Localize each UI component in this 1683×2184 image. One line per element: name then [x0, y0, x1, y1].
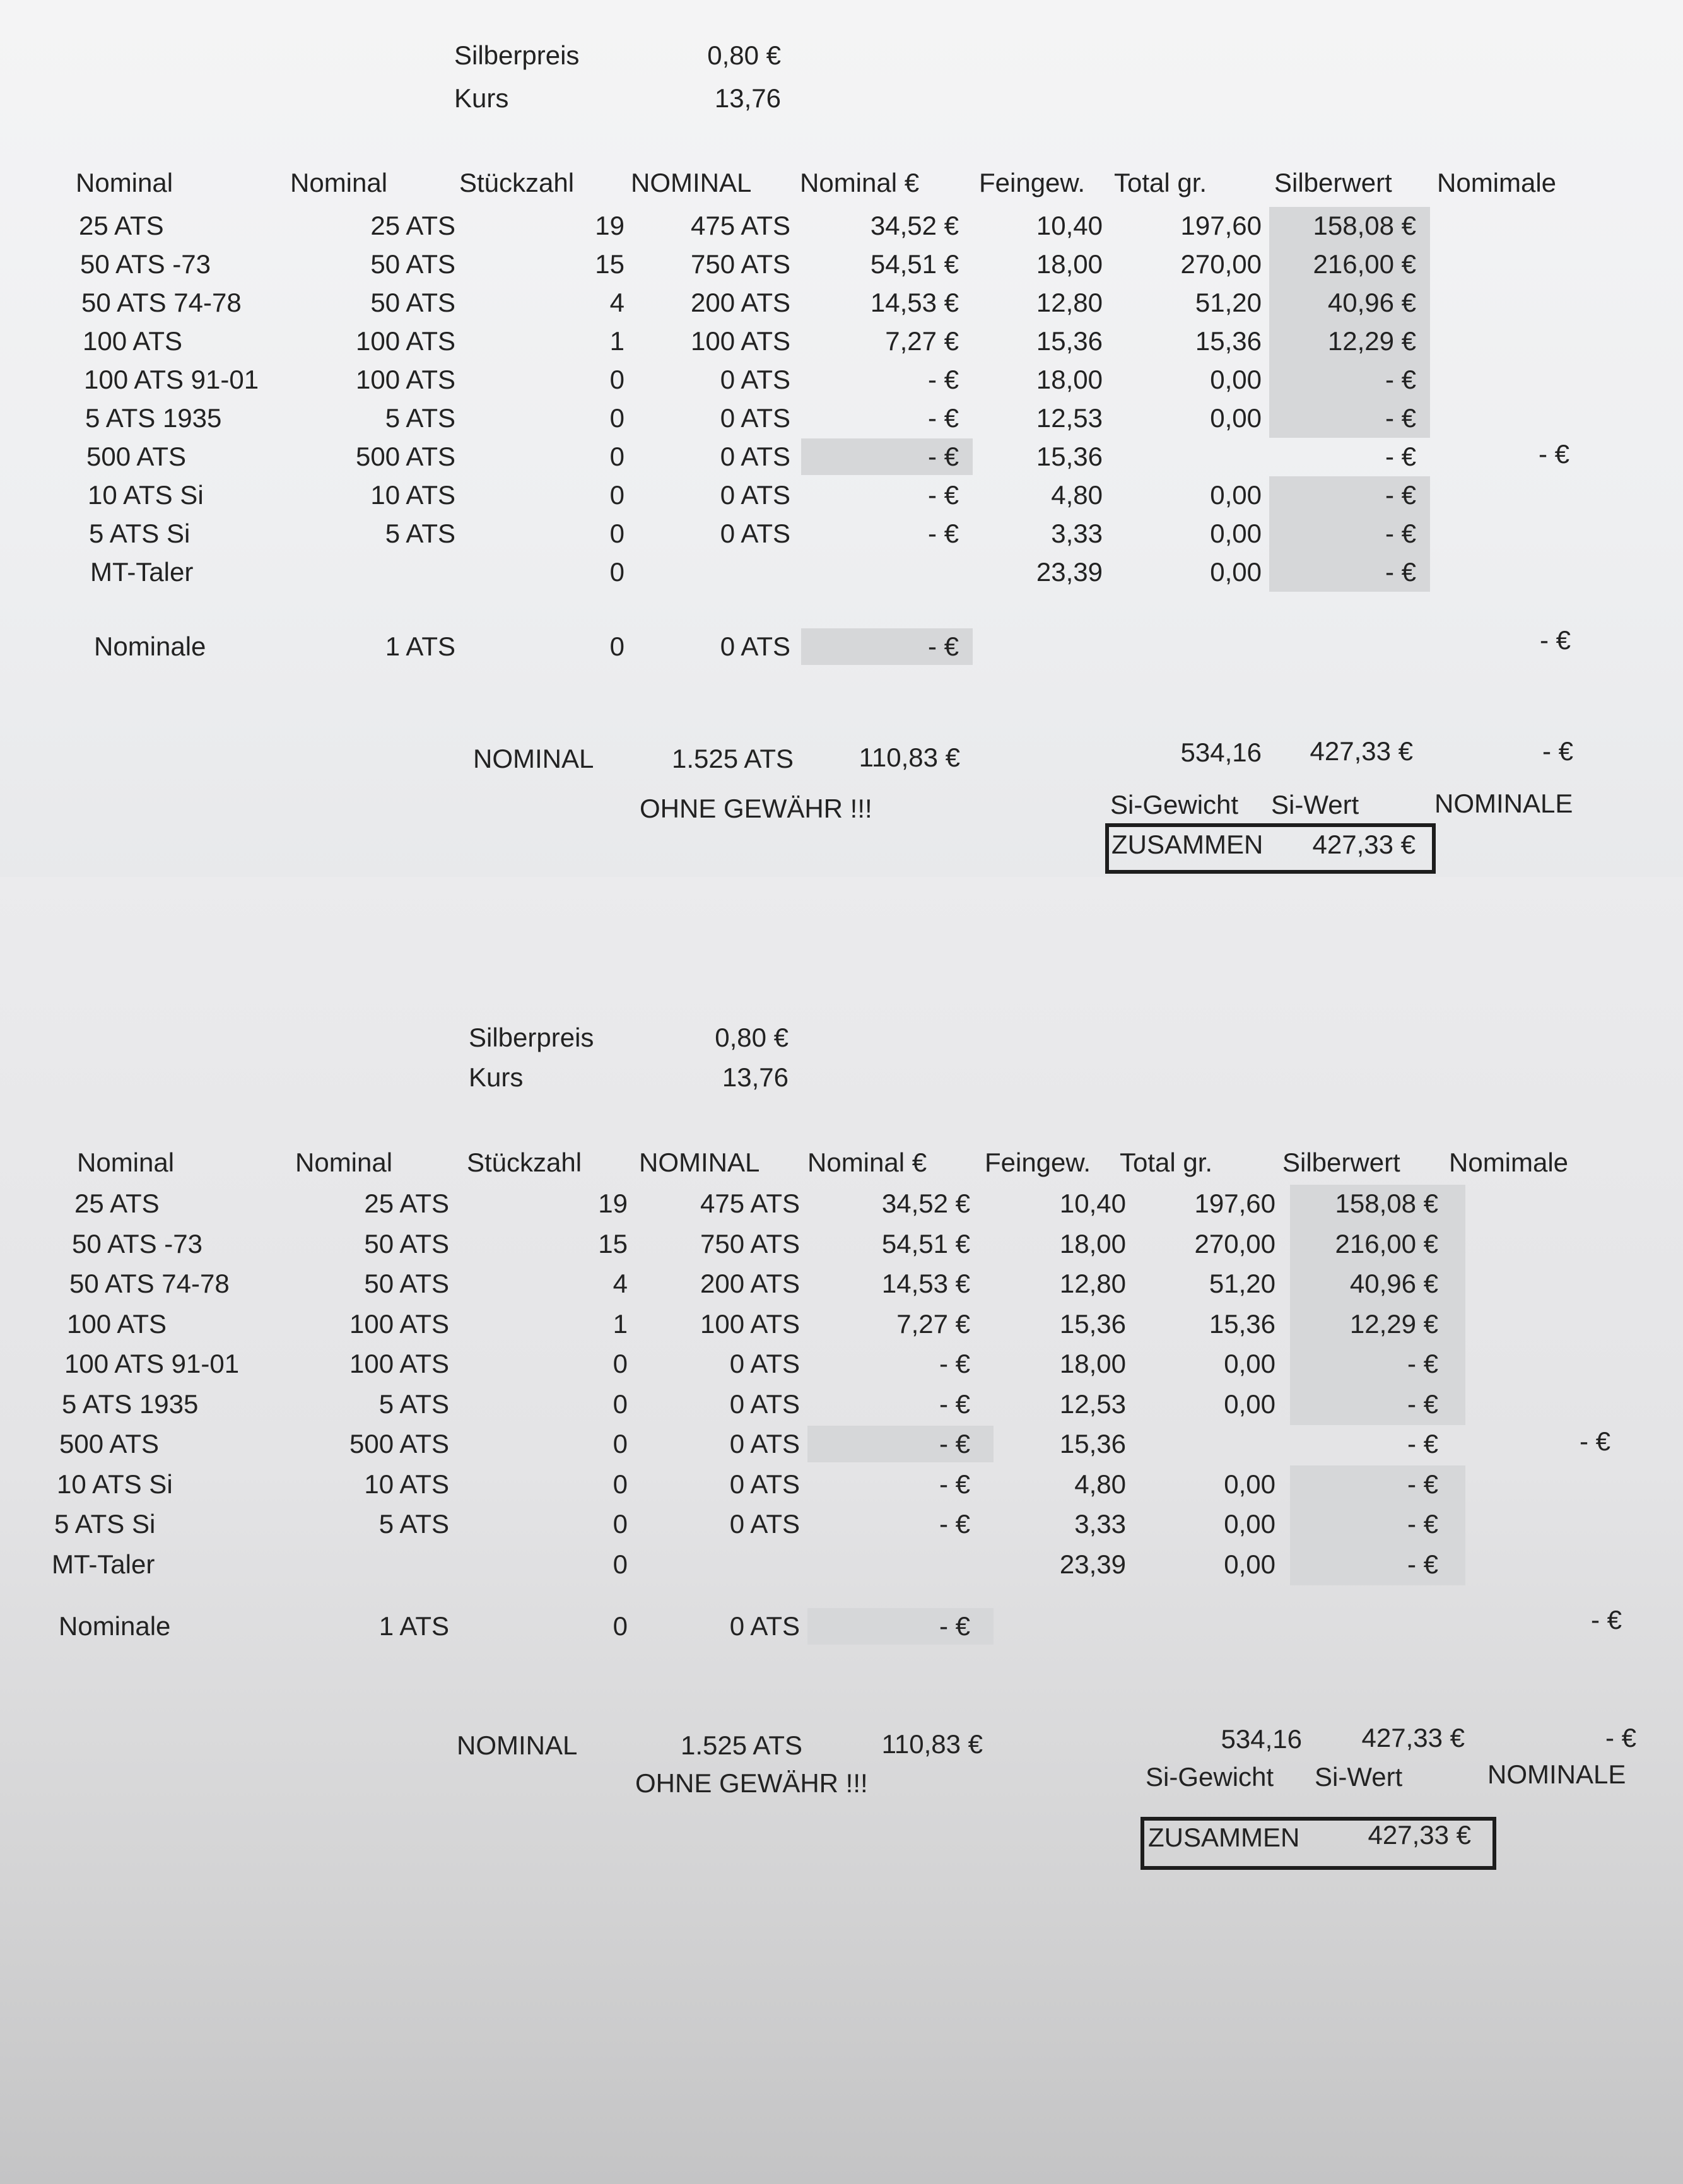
column-header: Stückzahl [467, 1148, 582, 1177]
row-silberwert: - € [1385, 442, 1416, 471]
row-feingewicht: 12,80 [1059, 1269, 1126, 1298]
disclaimer: OHNE GEWÄHR !!! [640, 794, 872, 823]
row-count: 0 [609, 519, 625, 548]
row-nominal: 100 ATS [356, 365, 455, 394]
column-header: Nominal [76, 168, 173, 197]
row-silberwert: 216,00 € [1335, 1228, 1438, 1259]
row-name: 5 ATS Si [89, 519, 191, 548]
row-nominal-ats: 475 ATS [691, 211, 790, 240]
column-header: Feingew. [979, 168, 1086, 197]
row-count: 0 [609, 365, 625, 394]
column-header: NOMINAL [639, 1148, 760, 1177]
row-count: 4 [613, 1269, 628, 1298]
row-total-gramm: 15,36 [1209, 1308, 1275, 1339]
row-nominal: 50 ATS [370, 249, 455, 279]
row-total-gramm: 0,00 [1210, 519, 1262, 548]
row-count: 0 [613, 1349, 628, 1378]
column-header: NOMINAL [631, 168, 752, 197]
zusammen-label: ZUSAMMEN [1111, 830, 1264, 859]
row-silberwert: - € [1407, 1469, 1438, 1499]
row-total-gramm: 197,60 [1194, 1189, 1275, 1218]
silberpreis-value: 0,80 € [715, 1023, 789, 1052]
row-nominal-ats: 0 ATS [720, 480, 790, 510]
totals-si-gewicht: 534,16 [1221, 1724, 1302, 1754]
row-nominal-ats: 750 ATS [691, 249, 790, 279]
column-header: Silberwert [1282, 1148, 1400, 1177]
row-feingewicht: 12,53 [1059, 1388, 1126, 1419]
silberwert-shading [1290, 1185, 1465, 1425]
row-nominal-ats: 750 ATS [700, 1228, 800, 1259]
row-nominal-eur: - € [939, 1349, 970, 1378]
row-name: 5 ATS Si [54, 1509, 156, 1539]
row-nominal-eur: - € [939, 1469, 970, 1499]
row-silberwert: 40,96 € [1349, 1269, 1438, 1298]
row-total-gramm: 0,00 [1224, 1349, 1275, 1378]
row-feingewicht: 18,00 [1036, 249, 1103, 279]
nominale-row-ats: 0 ATS [720, 631, 790, 661]
row-count: 1 [613, 1308, 628, 1339]
nominale-row-nomimale: - € [1590, 1605, 1622, 1635]
row-name: 500 ATS [86, 442, 186, 471]
row-feingewicht: 12,80 [1036, 288, 1103, 317]
row-nominal: 500 ATS [349, 1429, 449, 1459]
row-total-gramm: 0,00 [1224, 1509, 1275, 1539]
nominale-label: NOMINALE [1487, 1759, 1626, 1789]
row-total-gramm: 0,00 [1210, 557, 1262, 587]
row-feingewicht: 3,33 [1074, 1509, 1126, 1539]
si-gewicht-label: Si-Gewicht [1146, 1762, 1274, 1792]
totals-nominal-label: NOMINAL [473, 744, 594, 773]
si-gewicht-label: Si-Gewicht [1110, 790, 1239, 819]
row-total-gramm: 270,00 [1180, 249, 1262, 279]
row-name: 50 ATS 74-78 [69, 1269, 230, 1298]
row-silberwert: 216,00 € [1313, 249, 1416, 279]
row-name: 25 ATS [74, 1189, 160, 1218]
totals-nominale: - € [1605, 1723, 1636, 1752]
nominale-row-nominal: 1 ATS [385, 631, 455, 661]
row-silberwert: - € [1407, 1549, 1438, 1579]
row-nominal: 100 ATS [349, 1349, 449, 1378]
row-silberwert: - € [1407, 1429, 1438, 1459]
row-total-gramm: 0,00 [1224, 1469, 1275, 1499]
row-nominal: 100 ATS [349, 1308, 449, 1339]
row-total-gramm: 0,00 [1210, 365, 1262, 394]
totals-si-wert: 427,33 € [1310, 736, 1413, 766]
row-silberwert: - € [1385, 365, 1416, 394]
row-silberwert: - € [1407, 1509, 1438, 1539]
row-nominal: 10 ATS [364, 1469, 449, 1499]
row-silberwert: 12,29 € [1327, 326, 1416, 356]
row-name: 10 ATS Si [88, 480, 204, 510]
row-nominal-eur: - € [939, 1509, 970, 1539]
silberpreis-label: Silberpreis [454, 40, 580, 70]
row-nominal-eur: 54,51 € [881, 1228, 970, 1259]
zusammen-value: 427,33 € [1368, 1820, 1471, 1850]
row-count: 19 [598, 1189, 628, 1218]
kurs-value: 13,76 [722, 1062, 789, 1092]
row-count: 0 [613, 1469, 628, 1499]
row-silberwert: - € [1385, 519, 1416, 548]
totals-si-gewicht: 534,16 [1180, 737, 1262, 767]
row-name: 10 ATS Si [57, 1469, 173, 1499]
row-count: 0 [609, 557, 625, 587]
row-name: 100 ATS [83, 326, 182, 356]
si-wert-label: Si-Wert [1271, 790, 1359, 819]
row-total-gramm: 270,00 [1194, 1228, 1275, 1259]
row-total-gramm: 51,20 [1195, 288, 1262, 317]
nominale-row-count: 0 [613, 1611, 628, 1641]
row-count: 0 [613, 1549, 628, 1579]
row-count: 0 [613, 1509, 628, 1539]
disclaimer: OHNE GEWÄHR !!! [635, 1768, 868, 1798]
column-header: Nominal [77, 1148, 175, 1177]
row-feingewicht: 4,80 [1051, 480, 1103, 510]
row-nominal: 5 ATS [385, 403, 455, 433]
row-name: 5 ATS 1935 [85, 403, 222, 433]
row-feingewicht: 23,39 [1036, 557, 1103, 587]
row-nominal-eur: - € [939, 1388, 970, 1419]
row-name: 5 ATS 1935 [62, 1388, 199, 1419]
column-header: Feingew. [985, 1148, 1091, 1177]
column-header: Nomimale [1437, 168, 1557, 197]
row-total-gramm: 0,00 [1210, 480, 1262, 510]
row-silberwert: - € [1385, 480, 1416, 510]
row-total-gramm: 0,00 [1210, 403, 1262, 433]
row-name: 50 ATS 74-78 [81, 288, 242, 317]
row-name: MT-Taler [90, 557, 194, 587]
row-silberwert: - € [1385, 557, 1416, 587]
row-nominal: 50 ATS [364, 1269, 449, 1298]
nominale-row-eur: - € [927, 631, 959, 661]
kurs-label: Kurs [469, 1062, 524, 1092]
row-name: 100 ATS 91-01 [84, 365, 259, 394]
row-nominal: 5 ATS [385, 519, 455, 548]
row-total-gramm: 0,00 [1224, 1388, 1275, 1419]
totals-eur: 110,83 € [881, 1729, 983, 1759]
column-header: Nominal € [807, 1148, 927, 1177]
row-nominal-ats: 0 ATS [720, 403, 790, 433]
silberwert-shading-lower [1290, 1465, 1465, 1586]
totals-nominal-label: NOMINAL [457, 1730, 578, 1760]
si-wert-label: Si-Wert [1315, 1762, 1403, 1792]
column-header: Total gr. [1114, 168, 1207, 197]
row-count: 19 [595, 211, 625, 240]
row-nominal-eur: - € [927, 442, 959, 471]
row-count: 0 [609, 480, 625, 510]
row-silberwert: 40,96 € [1327, 288, 1416, 317]
row-nominal-ats: 0 ATS [729, 1388, 800, 1419]
row-nominal: 5 ATS [378, 1388, 449, 1419]
row-feingewicht: 3,33 [1051, 519, 1103, 548]
row-nominal: 10 ATS [370, 480, 455, 510]
sheet-bottom [0, 877, 1683, 2184]
row-count: 0 [609, 403, 625, 433]
row-name: 100 ATS 91-01 [64, 1349, 240, 1378]
row-total-gramm: 197,60 [1180, 211, 1262, 240]
row-nominal-ats: 0 ATS [720, 365, 790, 394]
totals-nominale: - € [1542, 736, 1573, 766]
nominale-row-eur: - € [939, 1611, 970, 1641]
row-feingewicht: 18,00 [1036, 365, 1103, 394]
row-nominal-eur: - € [927, 480, 959, 510]
kurs-label: Kurs [454, 83, 509, 113]
row-feingewicht: 15,36 [1036, 326, 1103, 356]
row-silberwert: - € [1385, 403, 1416, 433]
row-feingewicht: 15,36 [1036, 442, 1103, 471]
row-feingewicht: 10,40 [1059, 1189, 1126, 1218]
row-feingewicht: 15,36 [1059, 1429, 1126, 1459]
silberpreis-label: Silberpreis [469, 1023, 594, 1052]
column-header: Nominal € [800, 168, 920, 197]
row-nomimale: - € [1538, 439, 1569, 469]
row-nominal-eur: - € [939, 1429, 970, 1459]
row-nominal-eur: 7,27 € [885, 326, 959, 356]
column-header: Total gr. [1120, 1148, 1213, 1177]
row-nominal-ats: 200 ATS [691, 288, 790, 317]
row-nominal-eur: 14,53 € [870, 288, 959, 317]
row-nominal-ats: 100 ATS [700, 1308, 800, 1339]
nominale-label: NOMINALE [1434, 789, 1573, 818]
silberpreis-value: 0,80 € [707, 40, 781, 70]
row-nominal-ats: 100 ATS [691, 326, 790, 356]
row-nominal: 50 ATS [364, 1228, 449, 1259]
row-count: 1 [609, 326, 625, 356]
row-feingewicht: 18,00 [1059, 1349, 1126, 1378]
row-name: 50 ATS -73 [72, 1228, 203, 1259]
kurs-value: 13,76 [714, 83, 781, 113]
row-count: 0 [609, 442, 625, 471]
row-feingewicht: 10,40 [1036, 211, 1103, 240]
row-feingewicht: 15,36 [1059, 1308, 1126, 1339]
row-nominal: 5 ATS [378, 1509, 449, 1539]
nominale-row-name: Nominale [59, 1611, 171, 1641]
row-name: MT-Taler [52, 1549, 155, 1579]
column-header: Silberwert [1274, 168, 1392, 197]
row-nominal: 500 ATS [356, 442, 455, 471]
row-silberwert: 158,08 € [1335, 1189, 1438, 1218]
row-nominal: 50 ATS [370, 288, 455, 317]
row-count: 4 [609, 288, 625, 317]
row-nominal-eur: - € [927, 403, 959, 433]
row-nominal-ats: 475 ATS [700, 1189, 800, 1218]
row-nominal: 100 ATS [356, 326, 455, 356]
row-nominal-eur: 34,52 € [870, 211, 959, 240]
row-nominal: 25 ATS [370, 211, 455, 240]
row-nominal-eur: 54,51 € [870, 249, 959, 279]
row-total-gramm: 15,36 [1195, 326, 1262, 356]
row-nominal-ats: 200 ATS [700, 1269, 800, 1298]
row-name: 500 ATS [59, 1429, 159, 1459]
row-nominal: 25 ATS [364, 1189, 449, 1218]
row-silberwert: - € [1407, 1349, 1438, 1378]
nominale-row-nominal: 1 ATS [378, 1611, 449, 1641]
totals-ats: 1.525 ATS [671, 744, 794, 773]
row-total-gramm: 51,20 [1209, 1269, 1275, 1298]
row-silberwert: - € [1407, 1388, 1438, 1419]
row-nominal-ats: 0 ATS [729, 1509, 800, 1539]
row-nominal-eur: - € [927, 365, 959, 394]
row-nominal-eur: - € [927, 519, 959, 548]
row-nomimale: - € [1579, 1426, 1610, 1456]
row-count: 0 [613, 1429, 628, 1459]
row-name: 25 ATS [79, 211, 164, 240]
row-total-gramm: 0,00 [1224, 1549, 1275, 1579]
column-header: Stückzahl [459, 168, 575, 197]
row-nominal-ats: 0 ATS [720, 442, 790, 471]
row-name: 50 ATS -73 [80, 249, 211, 279]
row-count: 0 [613, 1388, 628, 1419]
row-feingewicht: 12,53 [1036, 403, 1103, 433]
zusammen-label: ZUSAMMEN [1148, 1823, 1300, 1852]
row-nominal-ats: 0 ATS [729, 1429, 800, 1459]
row-count: 15 [595, 249, 625, 279]
sheet-top [0, 0, 1683, 883]
row-silberwert: 158,08 € [1313, 211, 1416, 240]
row-feingewicht: 23,39 [1059, 1549, 1126, 1579]
row-nominal-eur: 14,53 € [881, 1269, 970, 1298]
row-nominal-ats: 0 ATS [729, 1349, 800, 1378]
column-header: Nominal [295, 1148, 393, 1177]
row-nominal-ats: 0 ATS [720, 519, 790, 548]
row-count: 15 [598, 1228, 628, 1259]
zusammen-value: 427,33 € [1312, 830, 1416, 859]
totals-ats: 1.525 ATS [680, 1730, 802, 1760]
row-feingewicht: 4,80 [1074, 1469, 1126, 1499]
column-header: Nominal [290, 168, 388, 197]
nominale-row-ats: 0 ATS [729, 1611, 800, 1641]
row-nominal-ats: 0 ATS [729, 1469, 800, 1499]
totals-eur: 110,83 € [859, 743, 960, 772]
row-name: 100 ATS [67, 1308, 167, 1339]
row-nominal-eur: 34,52 € [881, 1189, 970, 1218]
nominale-row-nomimale: - € [1539, 625, 1571, 655]
nominale-row-name: Nominale [94, 631, 206, 661]
row-feingewicht: 18,00 [1059, 1228, 1126, 1259]
nominale-row-count: 0 [609, 631, 625, 661]
row-nominal-eur: 7,27 € [896, 1308, 970, 1339]
row-silberwert: 12,29 € [1349, 1308, 1438, 1339]
column-header: Nomimale [1449, 1148, 1569, 1177]
totals-si-wert: 427,33 € [1361, 1723, 1465, 1752]
